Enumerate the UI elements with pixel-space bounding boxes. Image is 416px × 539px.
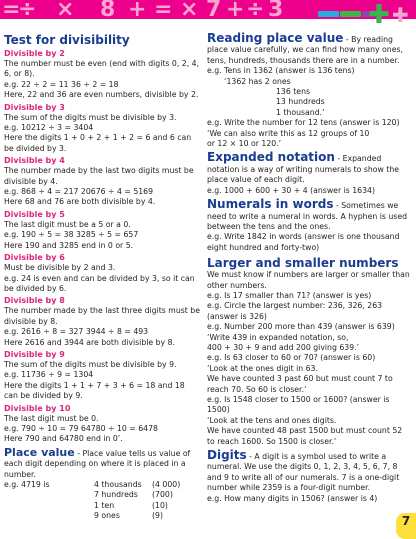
place-value-heading: Place value (4, 445, 75, 459)
larger-heading: Larger and smaller numbers (207, 256, 399, 271)
place-value-row (4, 480, 201, 490)
larger-line: We have counted 48 past 1500 but must count 52 to reach 1600. So 1500 is closer.’ (207, 426, 403, 446)
place-value-amount: (4 000) (152, 480, 181, 489)
section-line: Here, 22 and 36 are even numbers, divisible by 2. (4, 90, 199, 100)
reading-line: 136 tens (276, 87, 311, 97)
section-line: Here the digits 1 + 1 + 7 + 3 + 6 = 18 and 18 can be divided by 9. (4, 380, 185, 401)
section-line: The last digit must be a 5 or a 0. (4, 219, 131, 229)
banner-glyph: + (226, 0, 245, 22)
banner-glyph: × (56, 0, 75, 22)
section-line: Here 68 and 76 are both divisible by 4. (4, 197, 156, 207)
banner-glyph: = (2, 0, 21, 22)
section-line: e.g. 22 ÷ 2 = 11 36 ÷ 2 = 18 (4, 79, 119, 89)
larger-line: e.g. Is 1548 closer to 1500 or 1600? (answer is 1500) (207, 395, 390, 415)
page-number: 7 (396, 513, 416, 539)
section-line: e.g. 10212 ÷ 3 = 3404 (4, 123, 94, 133)
banner-glyph: + (128, 0, 147, 22)
reading-heading: Reading place value (207, 31, 344, 45)
digits-heading: Digits (207, 448, 247, 463)
section-line: Must be divisible by 2 and 3. (4, 263, 116, 273)
section-label: Divisible by 6 (4, 253, 65, 263)
larger-intro: We must know if numbers are larger or smaller than other numbers. (207, 270, 410, 290)
larger-line: We have counted 3 past 60 but must count 7 to reach 70. So 60 is closer.’ (207, 374, 393, 394)
section-line: e.g. 868 ÷ 4 = 217 20676 ÷ 4 = 5169 (4, 187, 154, 197)
banner-tag (318, 11, 339, 17)
place-value-row (4, 501, 201, 511)
reading-line: e.g. Write the number for 12 tens (answer is 120) (207, 118, 400, 128)
section-label: Divisible by 8 (4, 296, 65, 306)
section-label: Divisible by 2 (4, 49, 65, 58)
place-value-part: 1 ten (94, 500, 115, 510)
banner-glyph: ÷ (246, 0, 265, 22)
section-label: Divisible by 10 (4, 403, 71, 413)
decorative-banner (0, 0, 416, 30)
section-line: e.g. 790 ÷ 10 = 79 64780 ÷ 10 = 6478 (4, 423, 158, 433)
banner-glyph: 7 (206, 0, 222, 22)
section-line: Here 190 and 3285 end in 0 or 5. (4, 240, 134, 250)
larger-line: ‘Look at the tens and ones digits. (207, 415, 337, 425)
section-line: e.g. 24 is even and can be divided by 3, so it can be divided by 6. (4, 273, 195, 293)
section-label: Divisible by 9 (4, 349, 65, 359)
left-column (4, 33, 201, 522)
place-value-part: 7 hundreds (94, 490, 138, 500)
reading-line: 13 hundreds (276, 97, 325, 107)
reading-intro (207, 33, 412, 66)
section-line: Here 2616 and 3944 are both divisible by 8. (4, 337, 176, 347)
section-line: The number made by the last three digits must be divisible by 8. (4, 306, 200, 326)
section-line: e.g. 11736 ÷ 9 = 1304 (4, 370, 94, 380)
banner-glyph: 3 (268, 0, 284, 22)
words-heading: Numerals in words (207, 197, 334, 212)
words-example: e.g. Write 1842 in words (answer is one thousand eight hundred and forty-two) (207, 232, 400, 252)
right-column (207, 33, 412, 504)
section-line: e.g. 2616 ÷ 8 = 327 3944 ÷ 8 = 493 (4, 327, 149, 337)
place-value-amount: (10) (152, 500, 168, 510)
place-value-amount: (700) (152, 490, 173, 500)
section-line: e.g. 190 ÷ 5 = 38 3285 ÷ 5 = 657 (4, 230, 139, 240)
section-line: Here the digits 1 + 0 + 2 + 1 + 2 = 6 and 6 can be divided by 3. (4, 133, 192, 153)
expanded-text: - Expanded notation is a way of writing numerals to show the place value of each digit. (207, 154, 400, 185)
digits-text: - A digit is a symbol used to write a numeral. We use the digits 0, 1, 2, 3, 4, 5, 6, 7, 8 and 9 to write all of our numerals. 7 is a one-digit number while 2359 is a four-digit number. (207, 452, 400, 493)
reading-line: e.g. Tens in 1362 (answer is 136 tens) (207, 66, 355, 76)
reading-text: - By reading place value carefully, we can find how many ones, tens, hundreds, thousands there are in a number. (207, 35, 403, 65)
larger-line: e.g. Number 200 more than 439 (answer is 639) (207, 322, 395, 332)
section-line: The last digit must be 0. (4, 413, 99, 423)
larger-line: e.g. Is 17 smaller than 71? (answer is yes) (207, 290, 372, 300)
words-text: - Sometimes we need to write a numeral in words. A hyphen is used between the tens and the ones. (207, 201, 408, 231)
section-label: Divisible by 4 (4, 156, 65, 166)
larger-line: e.g. Is 63 closer to 60 or 70? (answer is 60) (207, 353, 376, 363)
banner-glyph: ÷ (18, 0, 37, 22)
reading-line: 1 thousand.’ (276, 107, 325, 117)
banner-tag (340, 11, 361, 17)
reading-line: ‘We can also write this as 12 groups of 10 (207, 128, 370, 138)
expanded-example: e.g. 1000 + 600 + 30 + 4 (answer is 1634) (207, 185, 375, 195)
banner-glyph: × (180, 0, 199, 22)
reading-line: or 12 × 10 or 120.’ (207, 139, 282, 149)
larger-line: e.g. Circle the largest number: 236, 326, 263 (answer is 326) (207, 301, 383, 321)
place-value-row (4, 511, 201, 521)
place-value-row (4, 490, 201, 500)
larger-line: ‘Write 439 in expanded notation, so, (207, 332, 349, 342)
place-value-text: - Place value tells us value of each digit depending on where it is placed in a number. (4, 448, 191, 479)
place-value-part: 9 ones (94, 511, 120, 521)
section-line: Here 790 and 64780 end in 0’. (4, 434, 123, 444)
plus-icon: ✚ (368, 0, 390, 30)
words-intro (207, 199, 412, 232)
banner-glyph: = (154, 0, 173, 22)
plus-icon: ✚ (392, 3, 409, 27)
section-label: Divisible by 3 (4, 102, 65, 112)
section-line: The sum of the digits must be divisible by 9. (4, 359, 177, 369)
larger-line: ‘Look at the ones digit in 63. (207, 363, 318, 373)
expanded-intro (207, 152, 412, 185)
section-label: Divisible by 5 (4, 209, 65, 219)
larger-line: 400 + 30 + 9 and add 200 giving 639.’ (207, 342, 360, 352)
section-line: The sum of the digits must be divisible by 3. (4, 112, 177, 122)
page-title: Test for divisibility (4, 33, 130, 47)
place-value-example: e.g. 4719 is (4, 480, 50, 489)
section-line: The number made by the last two digits must be divisible by 4. (4, 166, 194, 186)
banner-glyph: 8 (100, 0, 116, 22)
section-line: The number must be even (end with digits 0, 2, 4, 6, or 8). (4, 59, 200, 79)
reading-line: ‘1362 has 2 ones (224, 76, 291, 86)
digits-example: e.g. How many digits in 1506? (answer is 4) (207, 493, 378, 503)
expanded-heading: Expanded notation (207, 150, 335, 165)
place-value-intro (4, 445, 201, 480)
place-value-part: 4 thousands (94, 480, 142, 489)
place-value-amount: (9) (152, 511, 163, 521)
digits-intro (207, 450, 412, 494)
